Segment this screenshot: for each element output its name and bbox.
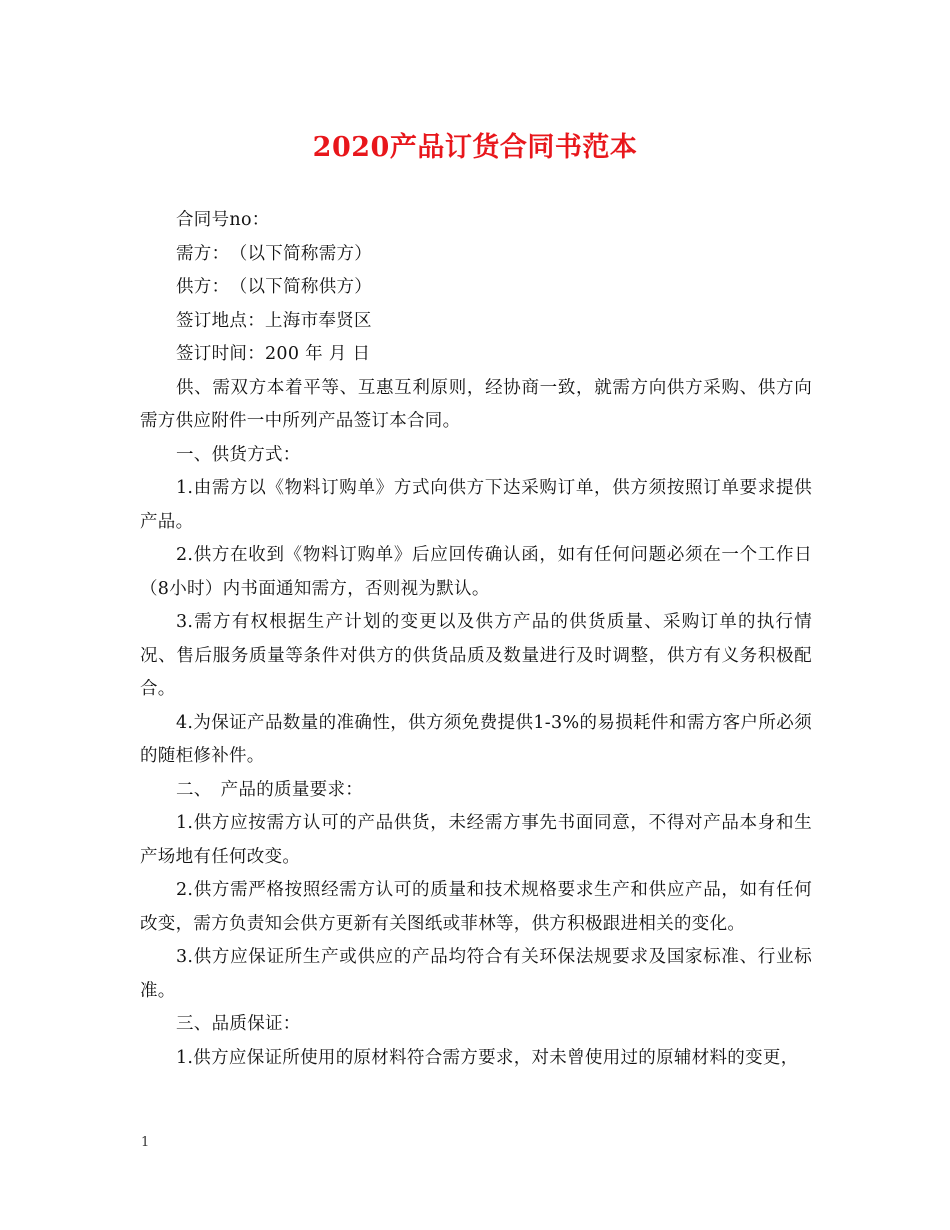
page-number: 1 xyxy=(141,1135,150,1150)
signing-location-line: 签订地点：上海市奉贤区 xyxy=(176,310,372,331)
clause-paragraph: 2.供方在收到《物料订购单》后应回传确认函，如有任何问题必须在一个工作日（8小时）内书面通知需方，否则视为默认。 xyxy=(140,545,812,599)
clause-paragraph: 1.供方应按需方认可的产品供货，未经需方事先书面同意，不得对产品本身和生产场地有任何改变。 xyxy=(140,813,812,867)
section-heading-quality-requirements: 二、 产品的质量要求： xyxy=(176,779,364,800)
clause-paragraph: 1.由需方以《物料订购单》方式向供方下达采购订单，供方须按照订单要求提供产品。 xyxy=(140,478,812,532)
contract-number-line: 合同号no： xyxy=(176,210,270,230)
document-title: 2020产品订货合同书范本 xyxy=(312,132,638,163)
clause-paragraph: 3.供方应保证所生产或供应的产品均符合有关环保法规要求及国家标准、行业标准。 xyxy=(140,947,812,1001)
clause-paragraph: 1.供方应保证所使用的原材料符合需方要求，对未曾使用过的原辅材料的变更， xyxy=(176,1047,799,1068)
clause-paragraph: 3.需方有权根据生产计划的变更以及供方产品的供货质量、采购订单的执行情况、售后服务质量等条件对供方的供货品质及数量进行及时调整，供方有义务积极配合。 xyxy=(140,612,812,699)
section-heading-quality-assurance: 三、品质保证： xyxy=(176,1014,301,1034)
clause-paragraph: 2.供方需严格按照经需方认可的质量和技术规格要求生产和供应产品，如有任何改变，需方负责知会供方更新有关图纸或菲林等，供方积极跟进相关的变化。 xyxy=(140,880,812,934)
buyer-line: 需方： （以下简称需方） xyxy=(176,243,373,264)
preamble-paragraph: 供、需双方本着平等、互惠互利原则，经协商一致，就需方向供方采购、供方向需方供应附件一中所列产品签订本合同。 xyxy=(140,377,812,431)
supplier-line: 供方： （以下简称供方） xyxy=(176,277,373,297)
document-body xyxy=(140,204,812,1075)
section-heading-supply-method: 一、供货方式： xyxy=(176,444,301,465)
clause-paragraph: 4.为保证产品数量的准确性，供方须免费提供1-3%的易损耗件和需方客户所必须的随柜修补件。 xyxy=(140,712,812,766)
signing-date-line: 签订时间：200 年 月 日 xyxy=(176,344,371,364)
